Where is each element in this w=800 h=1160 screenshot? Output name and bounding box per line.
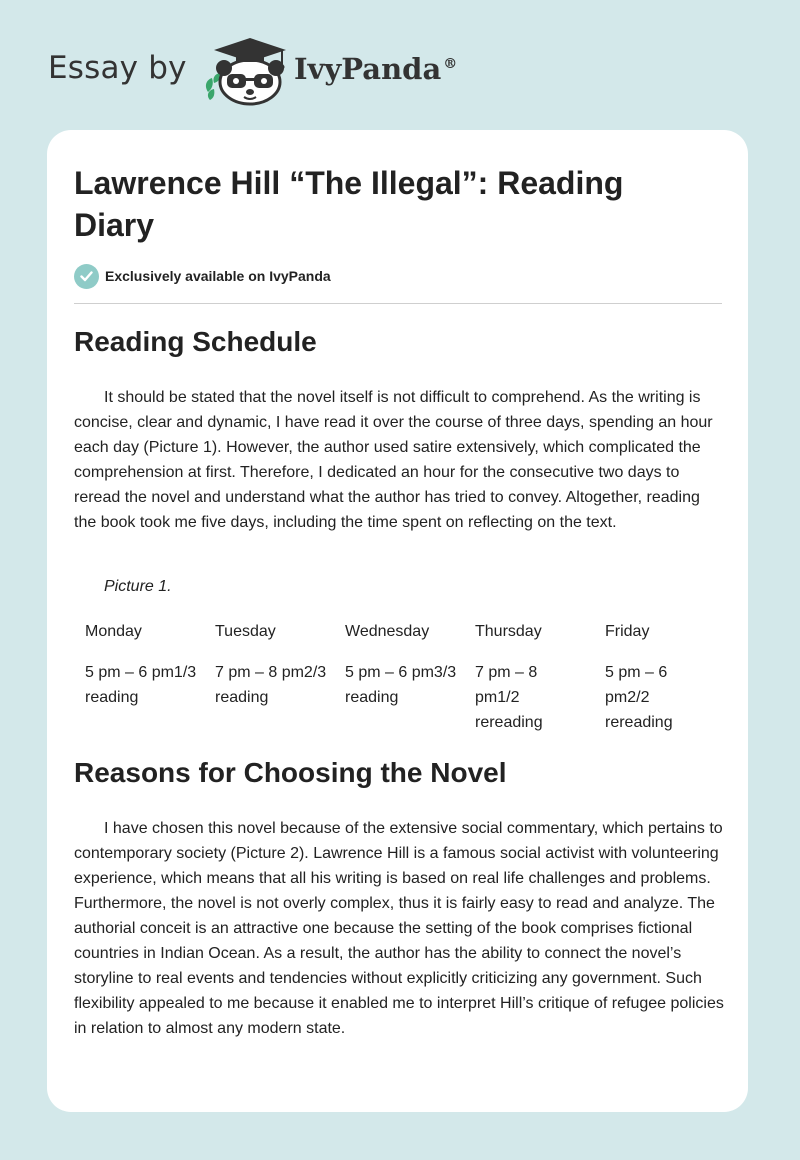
panda-logo-icon[interactable] xyxy=(200,36,292,106)
brand-name[interactable] xyxy=(294,52,457,86)
schedule-day: Tuesday xyxy=(215,623,276,640)
schedule-entry: 5 pm – 6 pm2/2 rereading xyxy=(605,664,673,731)
schedule-column xyxy=(85,619,215,735)
registered-mark: ® xyxy=(443,56,458,73)
schedule-day: Thursday xyxy=(475,623,542,640)
brand-text: IvyPanda xyxy=(294,52,442,86)
schedule-entry: 7 pm – 8 pm2/3 reading xyxy=(215,664,327,706)
section-heading-reasons: Reasons for Choosing the Novel xyxy=(74,757,507,788)
check-icon xyxy=(74,264,99,289)
schedule-column xyxy=(345,619,475,735)
schedule-day: Wednesday xyxy=(345,623,430,640)
exclusive-badge xyxy=(74,263,331,289)
schedule-column xyxy=(475,619,605,735)
picture-caption: Picture 1. xyxy=(104,578,172,595)
badge-label: Exclusively available on IvyPanda xyxy=(105,268,331,284)
schedule-table xyxy=(85,619,735,735)
schedule-entry: 5 pm – 6 pm1/3 reading xyxy=(85,664,197,706)
site-header xyxy=(48,36,548,106)
divider xyxy=(74,303,722,304)
schedule-entry: 7 pm – 8 pm1/2 rereading xyxy=(475,664,543,731)
schedule-entry: 5 pm – 6 pm3/3 reading xyxy=(345,664,457,706)
schedule-column xyxy=(605,619,735,735)
schedule-column xyxy=(215,619,345,735)
section-paragraph-reasons: I have chosen this novel because of the extensive social commentary, which pertains to contemporary society (Picture 2). Lawrence Hill is a famous social activist with volunteering experience, which means that all his writing is based on real life challenges and problems. Furthermore, the novel is not overly complex, thus it is fairly easy to read and analyze. The authorial conceit is an attractive one because the setting of the book comprises fictional countries in Indian Ocean. As a result, the author has the ability to connect the novel’s storyline to real events and tendencies without explicitly criticizing any government. Such flexibility appealed to me because it enabled me to interpret Hill’s critique of refugee policies in relation to almost any modern state. xyxy=(74,820,724,1037)
section-heading-reading-schedule: Reading Schedule xyxy=(74,326,317,357)
schedule-day: Friday xyxy=(605,623,650,640)
section-paragraph-reading-schedule: It should be stated that the novel itself is not difficult to comprehend. As the writing is concise, clear and dynamic, I have read it over the course of three days, spending an hour each day (Picture 1). However, the author used satire extensively, which complicated the comprehension at first. Therefore, I dedicated an hour for the consecutive two days to reread the novel and understand what the author has tried to convey. Altogether, reading the book took me five days, including the time spent on reflecting on the text. xyxy=(74,389,713,531)
essay-by-label: Essay by xyxy=(48,50,187,86)
article-card xyxy=(47,130,748,1112)
schedule-day: Monday xyxy=(85,623,142,640)
page-title: Lawrence Hill “The Illegal”: Reading Diary xyxy=(74,165,624,243)
